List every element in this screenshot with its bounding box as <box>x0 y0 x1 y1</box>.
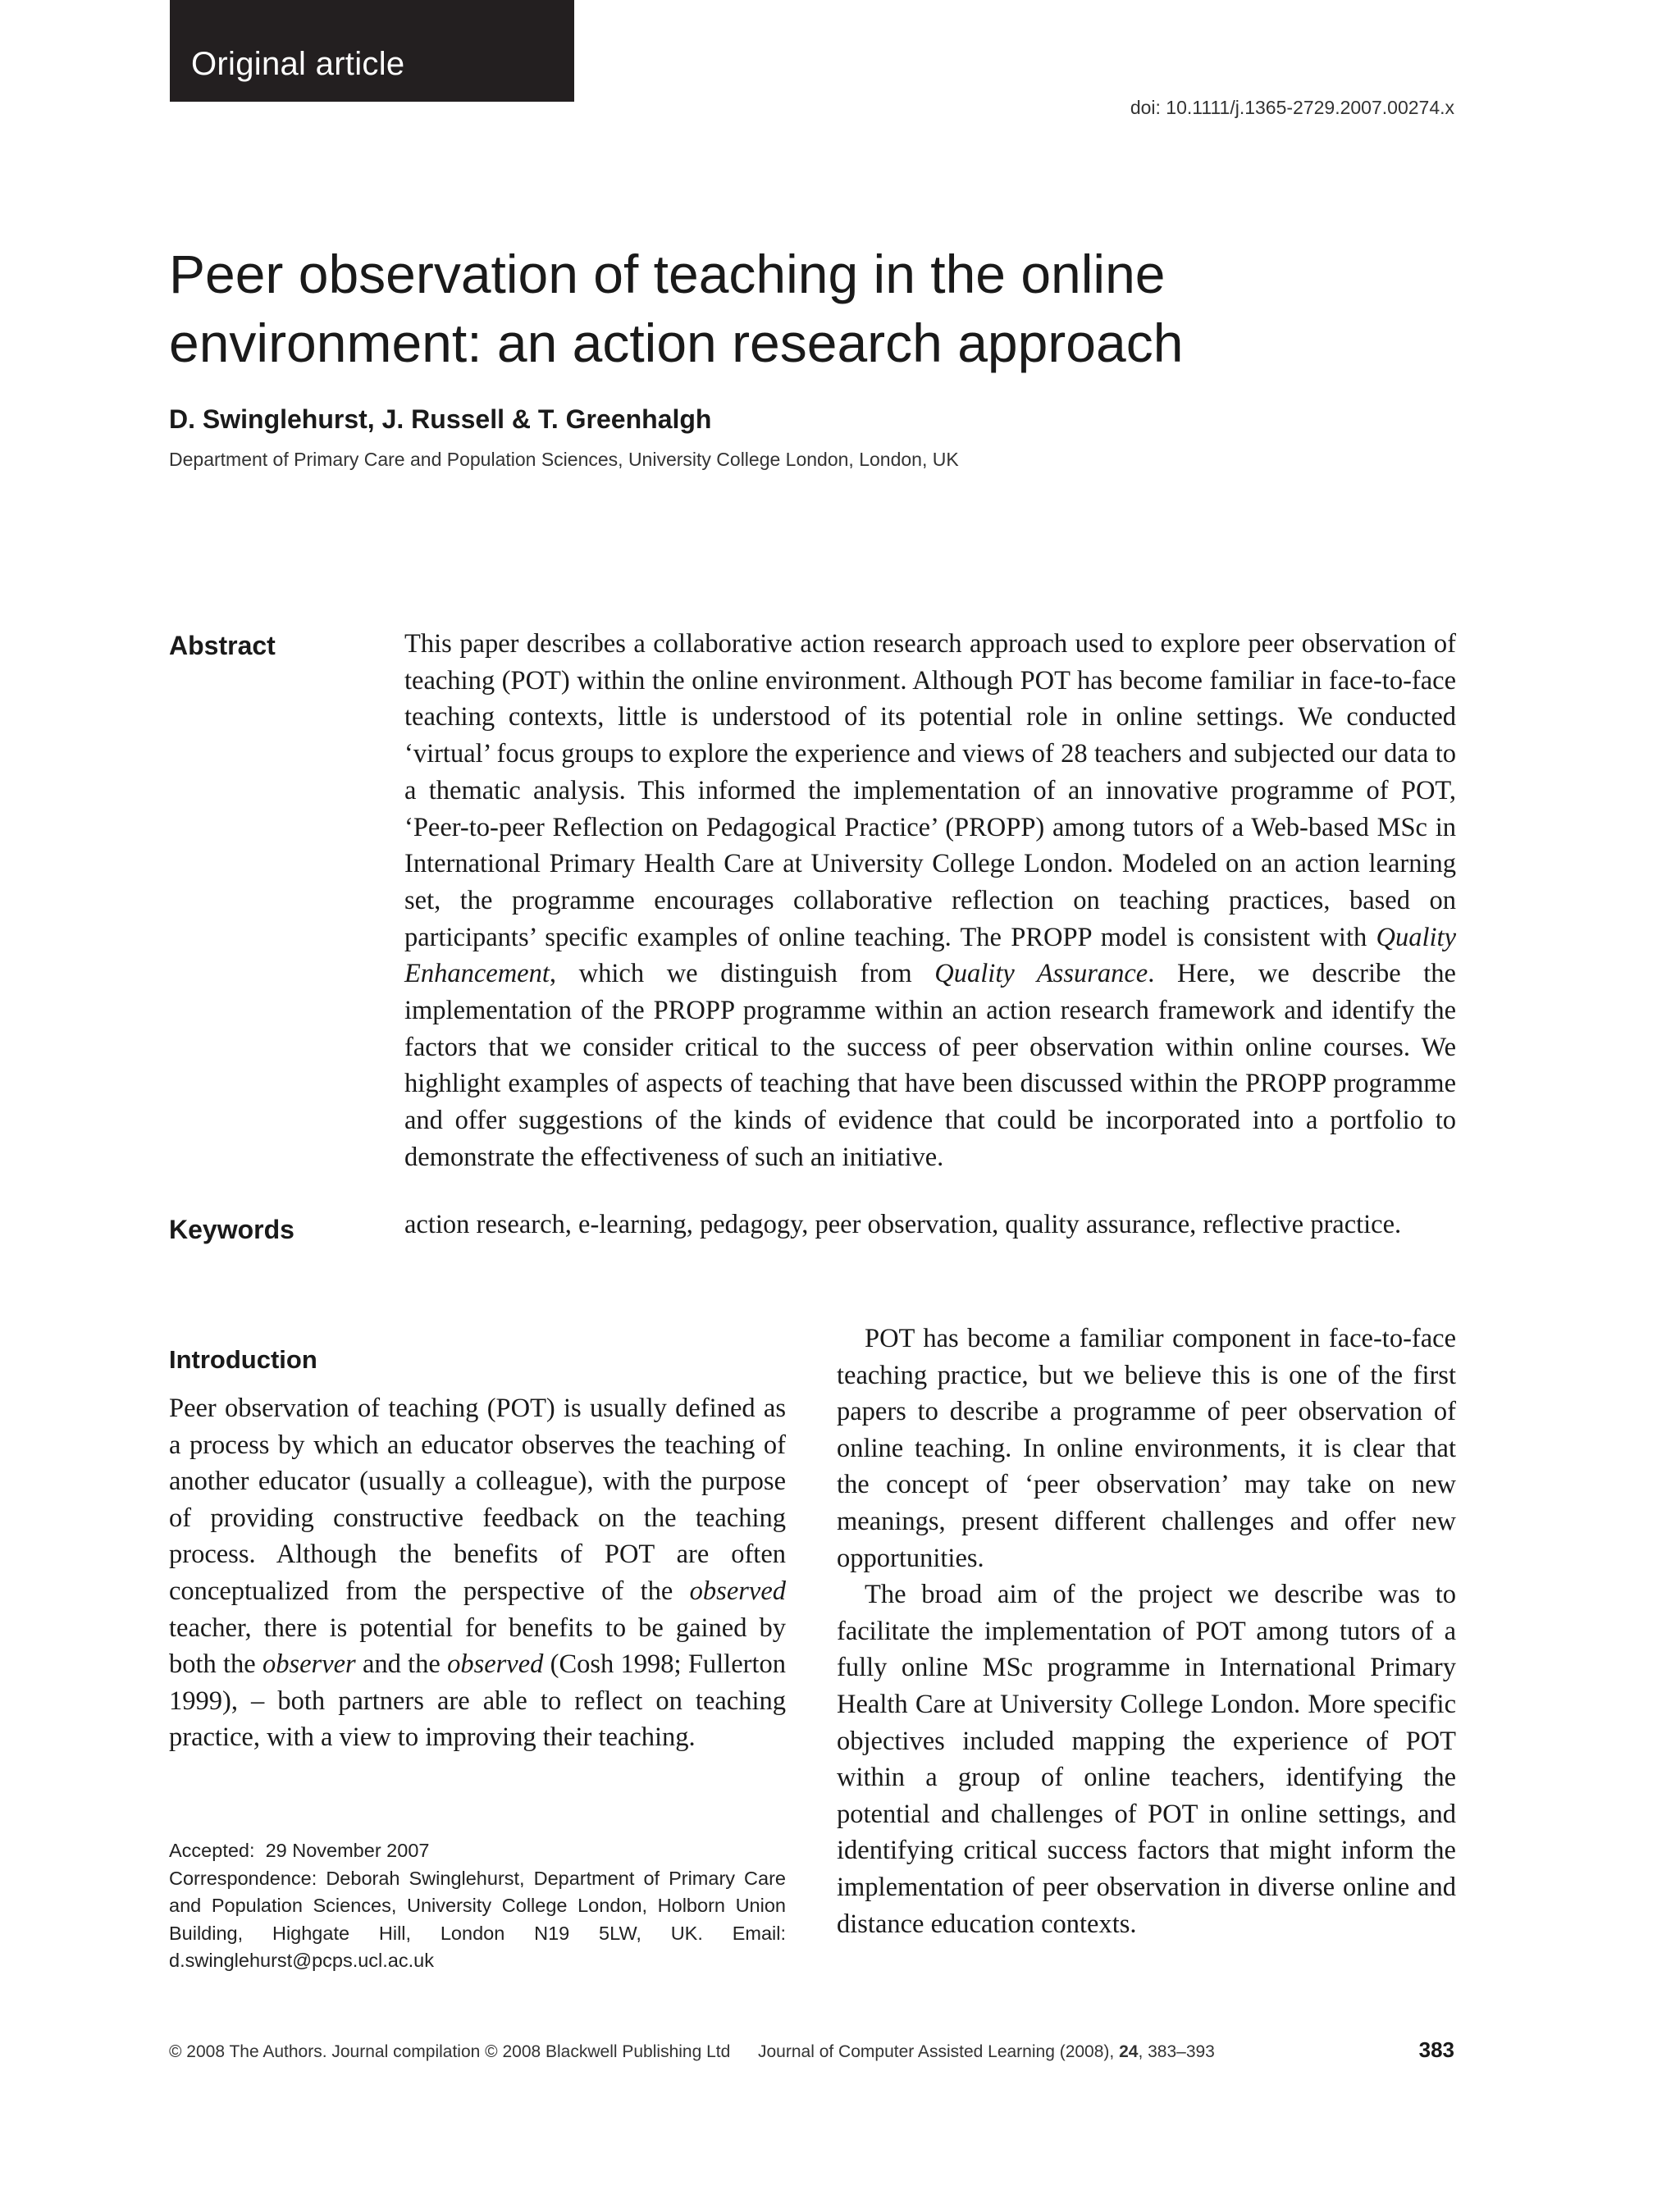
keywords-label: Keywords <box>169 1215 294 1244</box>
affiliation: Department of Primary Care and Population Sciences, University College London, London, UK <box>169 449 959 470</box>
title-line-2: environment: an action research approach <box>169 312 1184 373</box>
accepted-label: Accepted: <box>169 1840 255 1861</box>
right-paragraph-1: POT has become a familiar component in face-to-face teaching practice, but we believe this is one of the first papers to describe a programme of peer observation of online teaching. In online environments, it is clear that the concept of ‘peer observation’ may take on new meanings, present different challenges and offer new opportunities. <box>837 1324 1456 1573</box>
title-line-1: Peer observation of teaching in the online <box>169 244 1166 304</box>
article-title <box>169 240 1481 377</box>
intro-p1-part-2: teacher, there is potential for benefits to be gained by both the <box>169 1613 786 1680</box>
section-label-tab <box>170 0 574 102</box>
introduction-heading: Introduction <box>169 1345 317 1374</box>
correspondence-label: Correspondence: <box>169 1867 317 1889</box>
section-label: Original article <box>191 46 405 82</box>
article-notes <box>169 1837 786 1975</box>
abstract-part-1: This paper describes a collaborative action research approach used to explore peer observation of teaching (POT) within the online environment. Although POT has become familiar in face-to-face teaching contexts, little is understood of its potential role in online settings. We conducted ‘virtual’ focus groups to explore the experience and views of 28 teachers and subjected our data to a thematic analysis. This informed the implementation of an innovative programme of POT, ‘Peer-to-peer Reflection on Pedagogical Practice’ (PROPP) among tutors of a Web-based MSc in International Primary Health Care at University College London. Modeled on an action learning set, the programme encourages collaborative reflection on teaching practices, based on participants’ specific examples of online teaching. The PROPP model is consistent with <box>404 629 1456 952</box>
intro-p1-emphasis-3: observed <box>447 1649 544 1680</box>
abstract-part-3: . Here, we describe the implementation of the PROPP programme within an action research framework and identify the factors that we consider critical to the success of peer observation within online courses. We highlight examples of aspects of teaching that have been discussed within the PROPP programme and offer suggestions of the kinds of evidence that could be incorporated into a portfolio to demonstrate the effectiveness of such an initiative. <box>404 959 1456 1172</box>
abstract-emphasis-1: Quality Enhancement <box>404 922 1456 989</box>
page-number: 383 <box>1418 2037 1454 2062</box>
correspondence-note <box>169 1865 786 1975</box>
keywords-text: action research, e-learning, pedagogy, peer observation, quality assurance, reflective practice. <box>404 1210 1402 1239</box>
footer-copyright: © 2008 The Authors. Journal compilation © 2008 Blackwell Publishing Ltd <box>169 2042 731 2061</box>
footer-journal <box>758 2042 1215 2062</box>
right-column <box>837 1321 1456 1942</box>
journal-pages: , 383–393 <box>1138 2042 1215 2061</box>
correspondence-text: Deborah Swinglehurst, Department of Primary Care and Population Sciences, University College London, Holborn Union Building, Highgate Hill, London N19 5LW, UK. Email: d.swinglehurst@pcps.ucl.ac.uk <box>169 1867 786 1971</box>
intro-p1-part-4: (Cosh 1998; Fullerton 1999), – both partners are able to reflect on teaching practice, with a view to improving their teaching. <box>169 1649 786 1753</box>
introduction-paragraph-1 <box>169 1390 786 1756</box>
accepted-note <box>169 1837 786 1865</box>
abstract-text <box>404 626 1456 1176</box>
abstract-emphasis-2: Quality Assurance <box>934 959 1148 989</box>
intro-p1-emphasis-1: observed <box>689 1576 786 1606</box>
intro-p1-part-3: and the <box>355 1649 448 1680</box>
intro-p1-emphasis-2: observer <box>262 1649 356 1680</box>
journal-name: Journal of Computer Assisted Learning (2008), <box>758 2042 1120 2061</box>
doi: doi: 10.1111/j.1365-2729.2007.00274.x <box>1130 97 1454 118</box>
abstract-part-2: , which we distinguish from <box>549 959 935 989</box>
journal-volume: 24 <box>1119 2042 1139 2061</box>
accepted-date: 29 November 2007 <box>265 1840 430 1861</box>
abstract-label: Abstract <box>169 631 276 660</box>
intro-p1-part-1: Peer observation of teaching (POT) is usually defined as a process by which an educator observes the teaching of another educator (usually a colleague), with the purpose of providing constructive feedback on the teaching process. Although the benefits of POT are often conceptualized from the perspective of the <box>169 1394 786 1606</box>
authors: D. Swinglehurst, J. Russell & T. Greenhalgh <box>169 404 712 434</box>
right-paragraph-2: The broad aim of the project we describe was to facilitate the implementation of POT among tutors of a fully online MSc programme in International Primary Health Care at University College London. More specific objectives included mapping the experience of POT within a group of online teachers, identifying the potential and challenges of POT in online settings, and identifying critical success factors that might inform the implementation of peer observation in diverse online and distance education contexts. <box>837 1580 1456 1939</box>
